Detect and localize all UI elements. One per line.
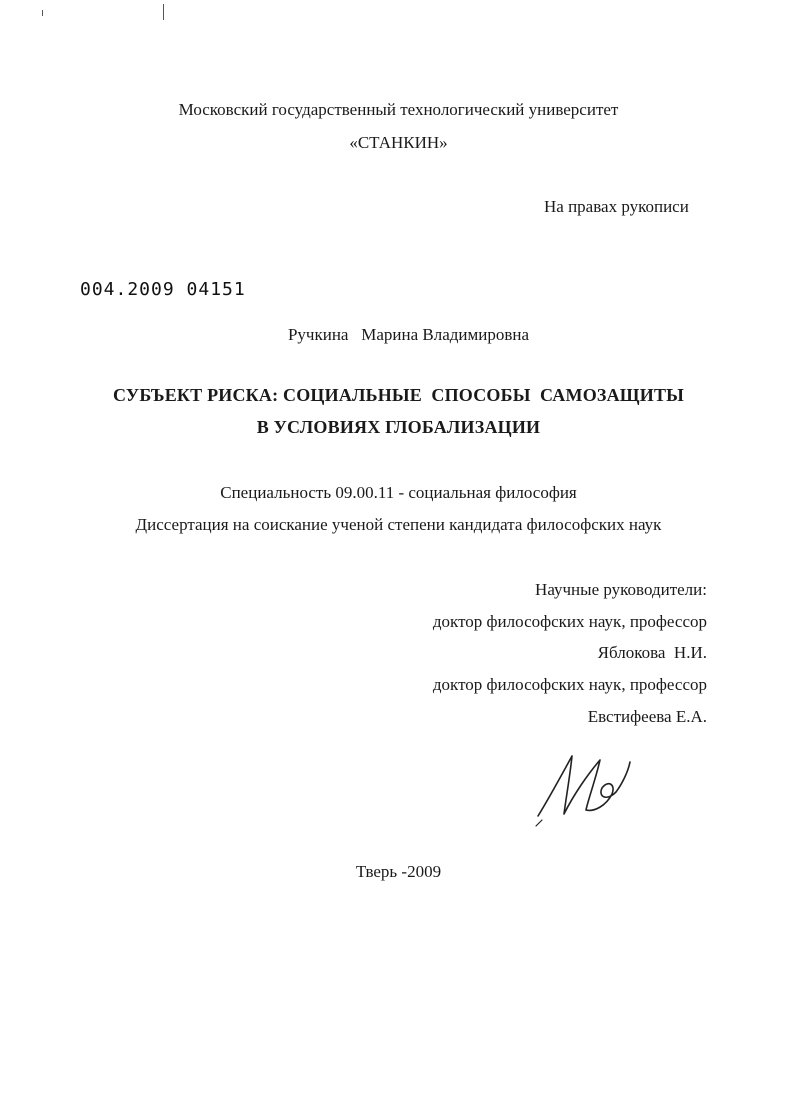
scan-artifact-mark [42,10,43,16]
supervisors-heading: Научные руководители: [535,580,707,599]
university-short-name: «СТАНКИН» [349,133,448,152]
scan-artifact-mark [163,4,164,20]
supervisor-name: Яблокова Н.И. [597,643,707,662]
degree-statement: Диссертация на соискание ученой степени кандидата философских наук [135,515,662,534]
thesis-title-line-2: В УСЛОВИЯХ ГЛОБАЛИЗАЦИИ [256,417,541,437]
specialty: Специальность 09.00.11 - социальная философия [220,483,577,502]
thesis-title-line-1: СУБЪЕКТ РИСКА: СОЦИАЛЬНЫЕ СПОСОБЫ САМОЗАЩИТЫ [112,385,685,405]
signature-graphic [530,748,640,828]
registration-code: 004.2009 04151 [80,279,246,300]
supervisor-position: доктор философских наук, профессор [432,675,707,694]
city-year: Тверь -2009 [355,862,442,881]
supervisor-name: Евстифеева Е.А. [587,707,707,726]
manuscript-note: На правах рукописи [544,197,689,216]
university-name: Московский государственный технологический университет [178,100,619,119]
author-name: Ручкина Марина Владимировна [287,325,530,344]
supervisor-position: доктор философских наук, профессор [432,612,707,631]
